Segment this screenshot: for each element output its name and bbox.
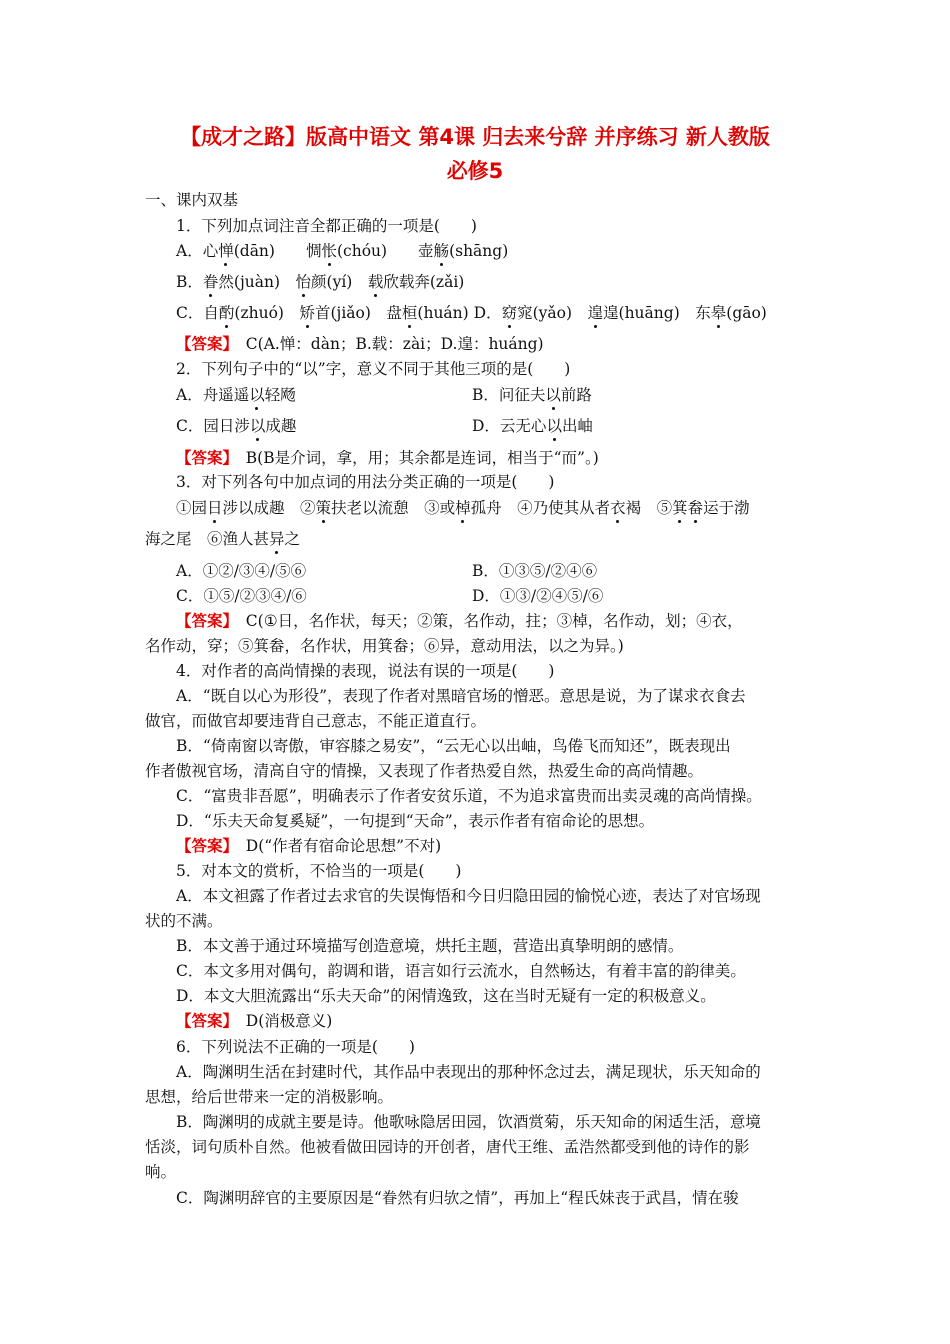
- q1-option-cd: [176, 303, 767, 323]
- q6-option-b-cont: 恬淡，词句质朴自然。他被看做田园诗的开创者，唐代王维、孟浩然都受到他的诗作的影: [145, 1138, 750, 1156]
- q5-option-c: C．本文多用对偶句，韵调和谐，语言如行云流水，自然畅达，有着丰富的韵律美。: [176, 962, 746, 980]
- dotted-char: 以: [249, 386, 265, 404]
- q2-option-b: [472, 385, 592, 405]
- q4-option-a-cont: 做官，而做官却要违背自己意志，不能正道直行。: [145, 712, 487, 730]
- q1-answer: [176, 334, 544, 354]
- text: 窕(yǎo): [517, 304, 588, 322]
- q3-option-d: D．①③/②④⑤/⑥: [472, 587, 604, 605]
- q3-option-a: A．①②/③④/⑤⑥: [176, 562, 307, 580]
- answer-text: C(A.惮：dàn；B.载：zài；D.遑：huáng): [245, 335, 544, 353]
- dotted-char: 以: [546, 417, 562, 435]
- dotted-char: 窈: [501, 304, 518, 322]
- q1-option-b: [176, 272, 464, 292]
- q2-option-c: [176, 416, 296, 436]
- q3-items-line2: [145, 529, 300, 549]
- q6-option-a: A．陶渊明生活在封建时代，其作品中表现出的那种怀念过去，满足现状，乐天知命的: [176, 1063, 761, 1081]
- q5-option-b: B．本文善于通过环境描写创造意境，烘托主题，营造出真挚明朗的感情。: [176, 937, 684, 955]
- text: 然(juàn): [218, 273, 296, 291]
- dotted-char: 怅: [321, 242, 337, 260]
- q3-answer-cont: 名作动，穿；⑤箕畚，名作状，用箕畚；⑥异，意动用法，以之为异。): [145, 637, 624, 655]
- section-heading: 一、课内双基: [145, 191, 239, 209]
- text: (shāng): [449, 242, 509, 260]
- text: 轻飏: [264, 386, 296, 404]
- doc-title-line2: 必修5: [446, 159, 504, 183]
- q4-answer: [176, 836, 441, 856]
- dotted-char: 矫: [299, 304, 315, 322]
- text: ①园: [176, 499, 208, 517]
- text: 欣载奔(zǎi): [383, 273, 465, 291]
- dotted-char: 箕: [672, 499, 688, 517]
- answer-text: D(消极意义): [245, 1012, 333, 1030]
- q5-option-a-cont: 状的不满。: [145, 912, 223, 930]
- q3-stem: 3．对下列各句中加点词的用法分类正确的一项是( ): [176, 473, 555, 491]
- dotted-char: 酌: [218, 304, 235, 322]
- q3-items-line1: [176, 498, 750, 518]
- text: (dān) 惆: [233, 242, 322, 260]
- q5-option-d: D．本文大胆流露出“乐夫天命”的闲情逸致，这在当时无疑有一定的积极意义。: [176, 987, 716, 1005]
- q4-stem: 4．对作者的高尚情操的表现，说法有误的一项是( ): [176, 662, 555, 680]
- q1-stem: 1．下列加点词注音全都正确的一项是( ): [176, 217, 477, 235]
- dotted-char: 衣: [610, 499, 626, 517]
- text: 褐 ⑤: [625, 499, 673, 517]
- dotted-char: 桓: [401, 304, 418, 322]
- q4-option-c: C．“富贵非吾愿”，明确表示了作者安贫乐道，不为追求富贵而出卖灵魂的高尚情操。: [176, 787, 762, 805]
- text: B．: [176, 273, 203, 291]
- text: 海之尾 ⑥渔人甚: [145, 530, 270, 548]
- q6-option-b-cont2: 响。: [145, 1163, 177, 1181]
- dotted-char: 觞: [433, 242, 450, 260]
- q6-option-a-cont: 思想，给后世带来一定的消极影响。: [145, 1088, 394, 1106]
- q3-answer: [176, 611, 743, 631]
- q2-stem: 2．下列句子中的“以”字，意义不同于其他三项的是( ): [176, 360, 571, 378]
- dotted-char: 遑: [587, 304, 604, 322]
- text: 前路: [560, 386, 592, 404]
- text: 扶老以流憩 ③或: [331, 499, 456, 517]
- text: (gāo): [726, 304, 767, 322]
- dotted-char: 惮: [218, 242, 234, 260]
- text: 孤舟 ④乃使其从者: [470, 499, 611, 517]
- text: C．园日涉: [176, 417, 250, 435]
- text: A．舟遥遥: [176, 386, 250, 404]
- text: C．自: [176, 304, 219, 322]
- dotted-char: 异: [269, 530, 285, 548]
- q6-stem: 6．下列说法不正确的一项是( ): [176, 1038, 415, 1056]
- dotted-char: 棹: [455, 499, 471, 517]
- dotted-char: 皋: [710, 304, 727, 322]
- answer-tag: 【答案】: [176, 449, 231, 467]
- text: 遑(huāng) 东: [603, 304, 711, 322]
- text: 运于渤: [703, 499, 750, 517]
- text: D．云无心: [472, 417, 547, 435]
- q2-option-d: [472, 416, 593, 436]
- dotted-char: 策: [315, 499, 332, 517]
- dotted-char: 载: [367, 273, 384, 291]
- text: (huán) D．: [417, 304, 502, 322]
- q3-option-c: C．①⑤/②③④/⑥: [176, 587, 307, 605]
- q4-option-d: D．“乐夫天命复奚疑”，一句提到“天命”，表示作者有宿命论的思想。: [176, 812, 655, 830]
- answer-tag: 【答案】: [176, 612, 231, 630]
- text: B．问征夫: [472, 386, 546, 404]
- q4-option-b-cont: 作者傲视官场，清高自守的情操，又表现了作者热爱自然，热爱生命的高尚情趣。: [145, 762, 704, 780]
- text: (chóu) 壶: [336, 242, 434, 260]
- dotted-char: 以: [545, 386, 561, 404]
- dotted-char: 畚: [687, 499, 704, 517]
- q1-option-a: [176, 241, 508, 261]
- q5-stem: 5．对本文的赏析，不恰当的一项是( ): [176, 862, 462, 880]
- dotted-char: 眷: [202, 273, 219, 291]
- text: (zhuó): [234, 304, 300, 322]
- q3-option-b: B．①③⑤/②④⑥: [472, 562, 598, 580]
- text: 之: [284, 530, 301, 548]
- dotted-char: 以: [249, 417, 266, 435]
- text: 出岫: [561, 417, 593, 435]
- text: 颜(yí): [311, 273, 368, 291]
- q5-answer: [176, 1011, 332, 1031]
- text: 成趣: [265, 417, 297, 435]
- answer-text: C(①日，名作状，每天；②策，名作动，拄；③棹，名作动，划；④衣，: [245, 612, 743, 630]
- q2-option-a: [176, 385, 296, 405]
- q5-option-a: A．本文袒露了作者过去求官的失误悔悟和今日归隐田园的愉悦心迹，表达了对官场现: [176, 887, 761, 905]
- q6-option-c: C．陶渊明辞官的主要原因是“眷然有归欤之情”，再加上“程氏妹丧于武昌，情在骏: [176, 1189, 739, 1207]
- text: A．心: [176, 242, 219, 260]
- answer-tag: 【答案】: [176, 837, 231, 855]
- answer-text: D(“作者有宿命论思想”不对): [245, 837, 442, 855]
- q4-option-a: A．“既自以心为形役”，表现了作者对黑暗官场的憎恶。意思是说，为了谋求衣食去: [176, 687, 746, 705]
- text: 首(jiǎo) 盘: [314, 304, 402, 322]
- q6-option-b: B．陶渊明的成就主要是诗。他歌咏隐居田园，饮酒赏菊，乐天知命的闲适生活，意境: [176, 1113, 761, 1131]
- q2-answer: [176, 448, 599, 468]
- doc-title-line1: 【成才之路】版高中语文 第4课 归去来兮辞 并序练习 新人教版: [180, 125, 770, 149]
- dotted-char: 日: [207, 499, 223, 517]
- answer-tag: 【答案】: [176, 335, 231, 353]
- answer-tag: 【答案】: [176, 1012, 231, 1030]
- dotted-char: 怡: [295, 273, 312, 291]
- q4-option-b: B．“倚南窗以寄傲，审容膝之易安”，“云无心以出岫，鸟倦飞而知还”，既表现出: [176, 737, 731, 755]
- text: 涉以成趣 ②: [222, 499, 316, 517]
- answer-text: B(B是介词，拿，用；其余都是连词，相当于“而”。): [245, 449, 599, 467]
